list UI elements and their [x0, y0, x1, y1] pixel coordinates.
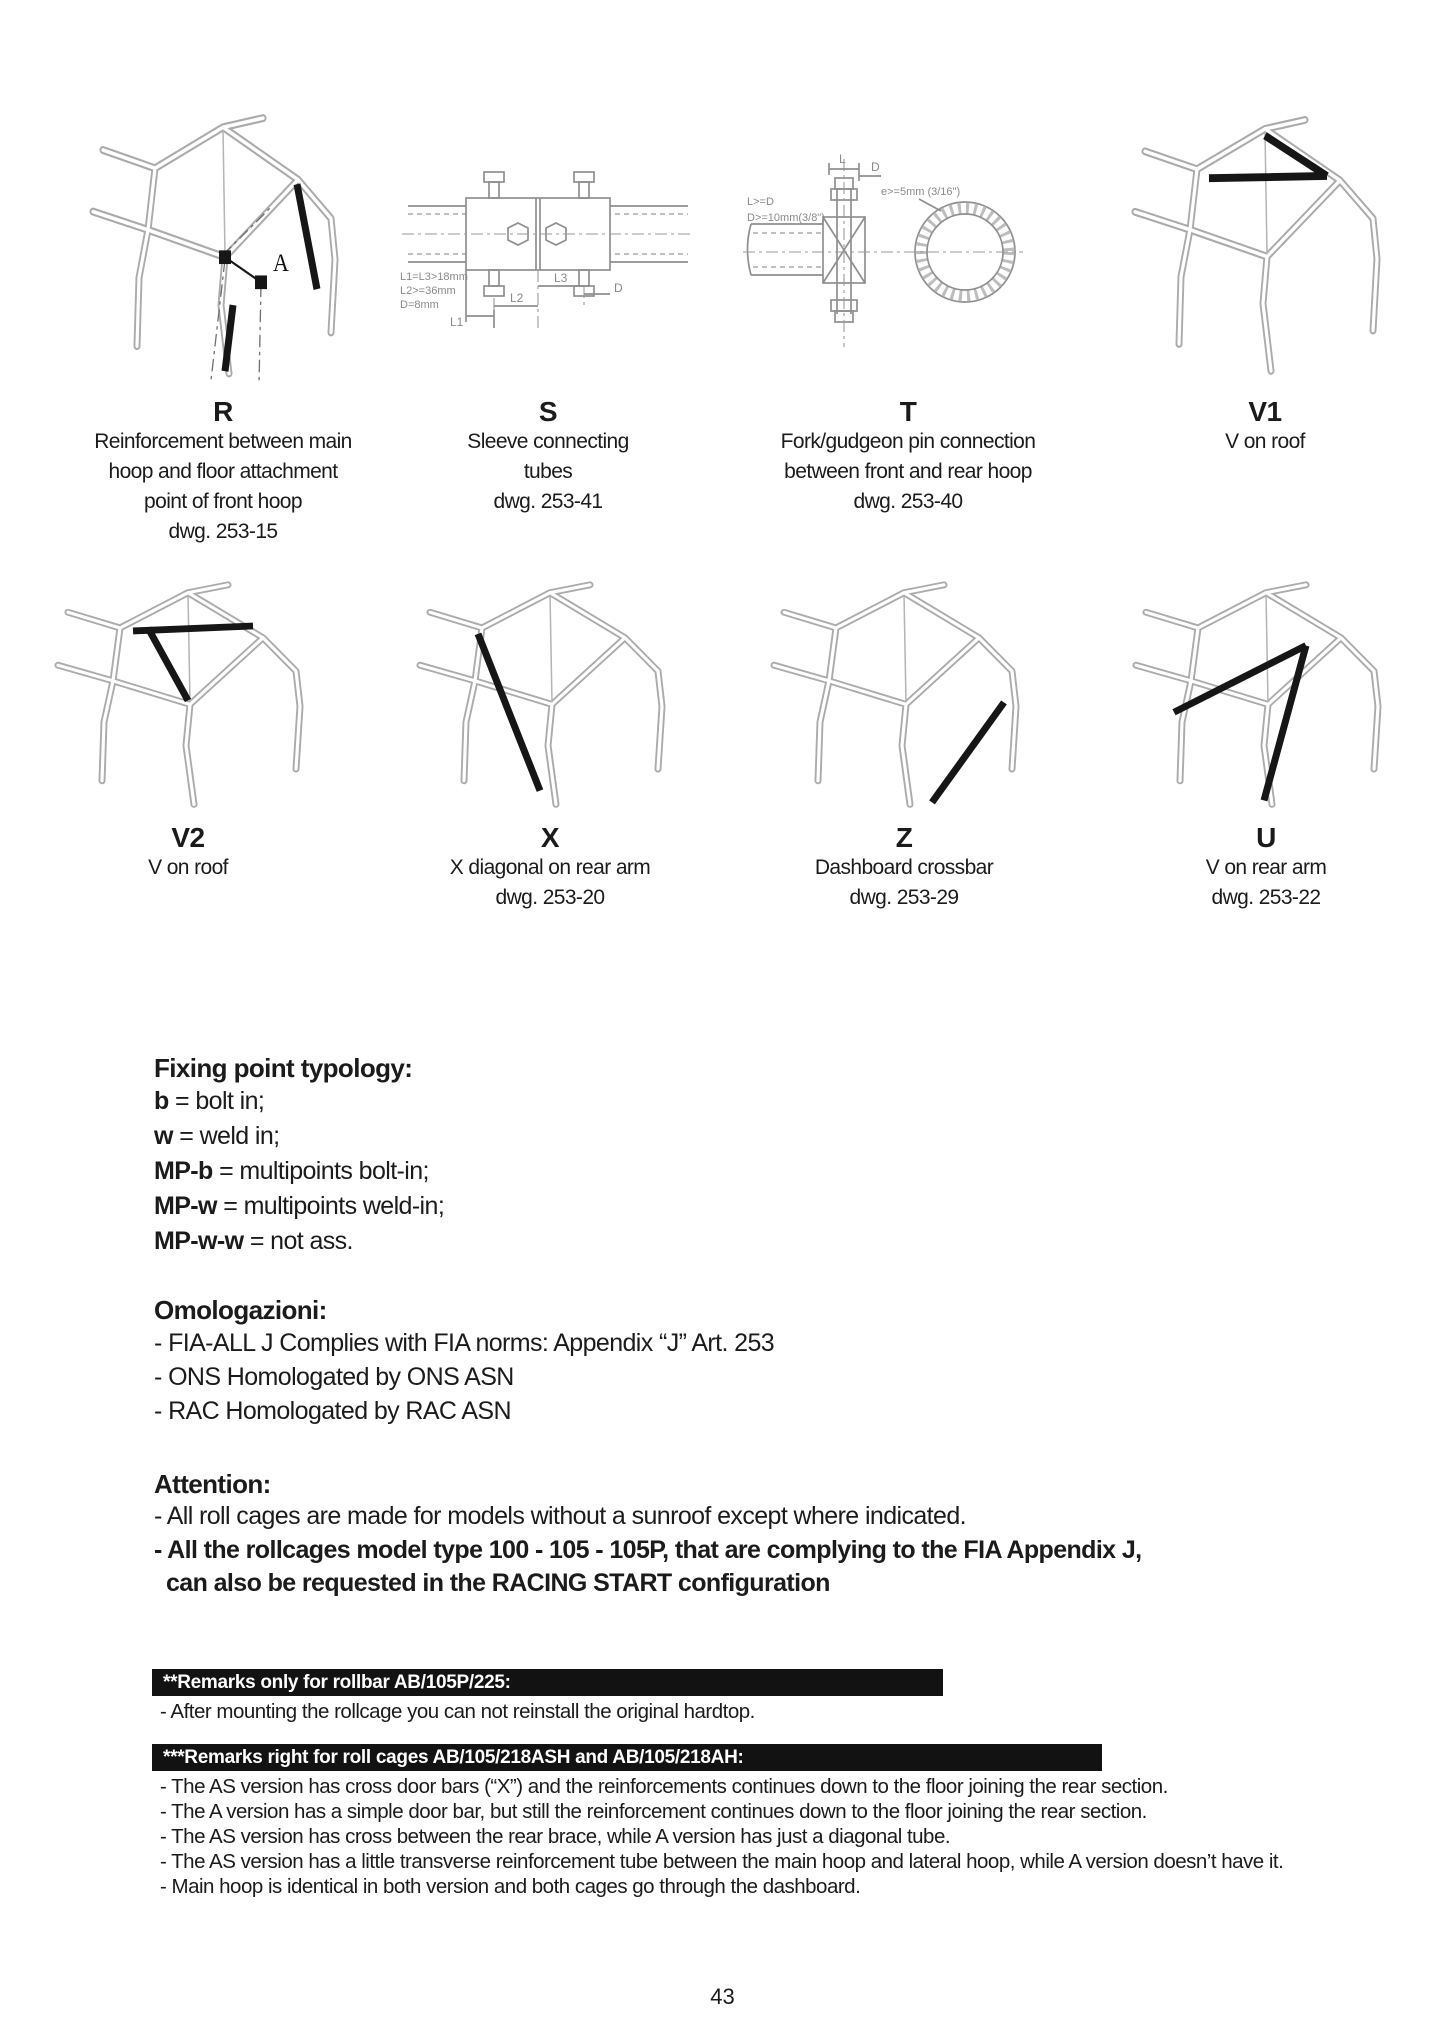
figure-z-label: Z: [895, 822, 913, 853]
remarks2-item: - The A version has a simple door bar, but still the reinforcement continues down to the floor joining the rear section.: [160, 1800, 1147, 1823]
figure-r: A R Reinforcement between main hoop and floor attachment point of front hoop dwg. 253-15: [53, 105, 393, 547]
roll-cage-diagram-v2: [38, 577, 338, 822]
sleeve-drawing: [402, 172, 694, 328]
figure-u-diagram: [1116, 575, 1416, 823]
figure-s: L1 L2 L3 D L1=L3>18mm L2>=36mm D=8mm S Sleeve connecting tubes dwg. 253-41: [378, 105, 718, 517]
figure-u-label: U: [1256, 822, 1276, 853]
figure-s-diagram: [398, 105, 698, 397]
roll-cage-diagram-z: [754, 577, 1054, 822]
figure-t: L D L>=D D>=10mm(3/8") e>=5mm (3/16") T Fork/gudgeon pin connection between front and rear hoop dwg. 253-40: [738, 105, 1078, 517]
figure-s-caption: Sleeve connecting: [467, 430, 629, 453]
svg-text:L1=L3>18mm: L1=L3>18mm: [400, 271, 468, 283]
figure-v1-label: V1: [1248, 396, 1282, 427]
remarks1-item: - After mounting the rollcage you can not reinstall the original hardtop.: [160, 1700, 755, 1723]
figure-r-label: R: [213, 396, 233, 427]
figure-v2: [18, 575, 358, 883]
roll-cage-outline: [774, 584, 1016, 804]
attention-heading: Attention:: [154, 1469, 271, 1499]
page-number: 43: [710, 1984, 735, 2009]
figure-u: U V on rear arm dwg. 253-22: [1096, 575, 1436, 913]
fixing-point-typology-section: [154, 1052, 1394, 1259]
fork-pin-diagram: [743, 149, 1073, 354]
reinforcement-highlight: [211, 184, 317, 385]
figure-z-diagram: [754, 575, 1054, 823]
omologazioni-item: - FIA-ALL J Complies with FIA norms: Appendix “J” Art. 253: [154, 1329, 775, 1357]
figure-v2-caption: V on roof: [148, 856, 228, 879]
roll-cage-outline: [420, 584, 662, 804]
x-diagonal-highlight: [478, 633, 540, 790]
omologazioni-item: - RAC Homologated by RAC ASN: [154, 1397, 511, 1425]
figure-t-diagram: [743, 105, 1073, 397]
roll-cage-outline: [93, 118, 335, 373]
figure-z: Z Dashboard crossbar dwg. 253-29: [734, 575, 1074, 913]
fixing-heading: Fixing point typology:: [154, 1053, 413, 1083]
figure-v2-label: V2: [171, 822, 205, 853]
attention-section: [154, 1468, 1394, 1601]
fixing-item: w = weld in;: [154, 1122, 280, 1150]
fixing-item: b = bolt in;: [154, 1087, 265, 1115]
figure-u-caption: V on rear arm: [1205, 856, 1327, 879]
svg-text:D: D: [614, 281, 623, 295]
roll-cage-outline: [58, 584, 300, 804]
roll-cage-outline: [1135, 120, 1377, 371]
svg-text:D>=10mm(3/8"): D>=10mm(3/8"): [747, 211, 825, 224]
figure-s-label: S: [538, 396, 558, 427]
figure-v1-diagram: [1115, 105, 1415, 397]
attention-item: - All the rollcages model type 100 - 105 - 105P, that are complying to the FIA Appendix J,: [154, 1535, 1142, 1564]
dashboard-crossbar-highlight: [932, 702, 1004, 802]
remarks2-item: - The AS version has cross door bars (“X”) and the reinforcements continues down to the floor joining the rear section.: [160, 1775, 1168, 1798]
figure-r-diagram: [73, 105, 373, 397]
svg-text:D=8mm: D=8mm: [400, 299, 439, 311]
svg-text:D: D: [871, 159, 880, 174]
roll-cage-diagram-u: [1116, 577, 1416, 822]
remarks1-header-bar: **Remarks only for rollbar AB/105P/225:: [152, 1669, 943, 1696]
figure-x-diagram: [400, 575, 700, 823]
fixing-item: MP-w-w = not ass.: [154, 1227, 353, 1255]
remarks2-item: - Main hoop is identical in both version and both cages go through the dashboard.: [160, 1875, 861, 1898]
svg-text:L: L: [839, 151, 846, 166]
sleeve-dimension-labels: [450, 271, 623, 329]
remarks2-header-bar: ***Remarks right for roll cages AB/105/218ASH and AB/105/218AH:: [152, 1744, 1102, 1771]
figure-t-caption: Fork/gudgeon pin connection: [780, 430, 1036, 453]
roll-cage-diagram-r: [73, 109, 373, 394]
roll-cage-diagram-v1: [1115, 111, 1415, 391]
figure-x: X X diagonal on rear arm dwg. 253-20: [380, 575, 720, 913]
roll-cage-outline: [1136, 584, 1378, 804]
omologazioni-item: - ONS Homologated by ONS ASN: [154, 1363, 514, 1391]
svg-text:L>=D: L>=D: [747, 195, 774, 208]
attention-item: can also be requested in the RACING START configuration: [166, 1569, 830, 1597]
roll-cage-diagram-x: [400, 577, 700, 822]
point-a-label: A: [273, 249, 289, 277]
figure-r-caption: Reinforcement between main: [94, 430, 352, 453]
figure-z-caption: Dashboard crossbar: [814, 856, 994, 879]
figure-v1: [1095, 105, 1435, 457]
omologazioni-section: [154, 1294, 1394, 1428]
figure-v1-caption: V on roof: [1225, 430, 1305, 453]
svg-text:L3: L3: [554, 271, 568, 285]
callout-e: e>=5mm (3/16"): [881, 185, 961, 198]
fixing-item: MP-w = multipoints weld-in;: [154, 1192, 445, 1220]
omologazioni-heading: Omologazioni:: [154, 1295, 327, 1325]
attention-item: - All roll cages are made for models without a sunroof except where indicated.: [154, 1502, 966, 1530]
figure-x-caption: X diagonal on rear arm: [449, 856, 651, 879]
figure-v2-diagram: [38, 575, 338, 823]
sleeve-diagram: [398, 161, 698, 341]
figure-x-label: X: [540, 822, 560, 853]
svg-text:L2: L2: [510, 291, 524, 305]
figure-t-label: T: [899, 396, 917, 427]
remarks2-item: - The AS version has a little transverse reinforcement tube between the main hoop and lateral hoop, while A version doesn’t have it.: [160, 1850, 1284, 1873]
svg-text:L1: L1: [450, 315, 464, 329]
sleeve-notes: [400, 271, 468, 311]
fixing-item: MP-b = multipoints bolt-in;: [154, 1157, 429, 1185]
remarks2-item: - The AS version has cross between the rear brace, while A version has just a diagonal tube.: [160, 1825, 951, 1848]
svg-text:L2>=36mm: L2>=36mm: [400, 285, 456, 297]
